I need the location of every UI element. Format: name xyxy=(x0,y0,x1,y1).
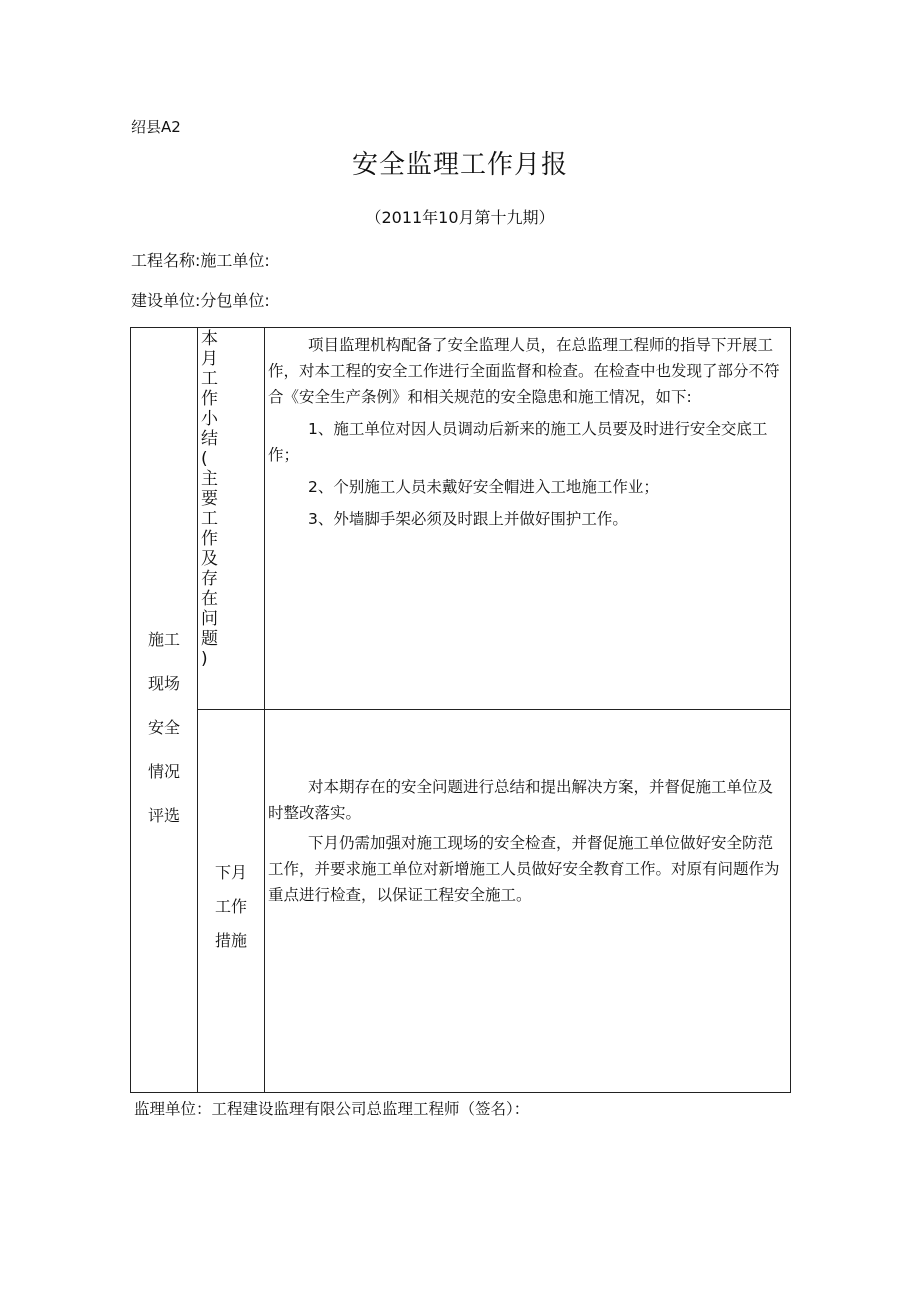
report-table xyxy=(130,327,791,1093)
measures-label: 下月 工作 措施 xyxy=(214,863,247,950)
summary-item-2: 2、个别施工人员未戴好安全帽进入工地施工作业； xyxy=(308,478,659,496)
project-info-line-1: 工程名称:施工单位: xyxy=(131,251,270,270)
summary-label: 本 月 工 作 小 结 ( 主 要 工 作 及 存 在 问 题 ) xyxy=(201,329,218,669)
summary-content xyxy=(265,328,790,532)
measures-content xyxy=(265,710,790,908)
report-period: （2011年10月第十九期） xyxy=(365,208,555,227)
summary-intro: 项目监理机构配备了安全监理人员，在总监理工程师的指导下开展工作，对本工程的安全工作进行全面监督和检查。在检查中也发现了部分不符合《安全生产条例》和相关规范的安全隐患和施工情况，如下: xyxy=(268,336,780,406)
measures-content-cell xyxy=(265,710,791,1093)
measures-paragraph-1: 对本期存在的安全问题进行总结和提出解决方案，并督促施工单位及时整改落实。 xyxy=(268,778,774,822)
measures-label-cell xyxy=(198,710,265,1093)
project-info-line-2: 建设单位:分包单位: xyxy=(131,291,270,310)
category-cell xyxy=(131,328,198,1093)
category-label: 施工 现场 安全 情况 评选 xyxy=(147,630,180,825)
page-title: 安全监理工作月报 xyxy=(351,150,568,180)
measures-paragraph-2: 下月仍需加强对施工现场的安全检查，并督促施工单位做好安全防范工作，并要求施工单位对新增施工人员做好安全教育工作。对原有问题作为重点进行检查，以保证工程安全施工。 xyxy=(268,834,780,904)
form-code: 绍县A2 xyxy=(131,118,181,136)
summary-label-cell xyxy=(198,328,265,710)
summary-item-1: 1、施工单位对因人员调动后新来的施工人员要及时进行安全交底工作； xyxy=(268,420,768,464)
summary-content-cell xyxy=(265,328,791,710)
supervisor-signature-line: 监理单位：工程建设监理有限公司总监理工程师（签名）： xyxy=(134,1100,530,1118)
summary-item-3: 3、外墙脚手架必须及时跟上并做好围护工作。 xyxy=(308,510,628,528)
